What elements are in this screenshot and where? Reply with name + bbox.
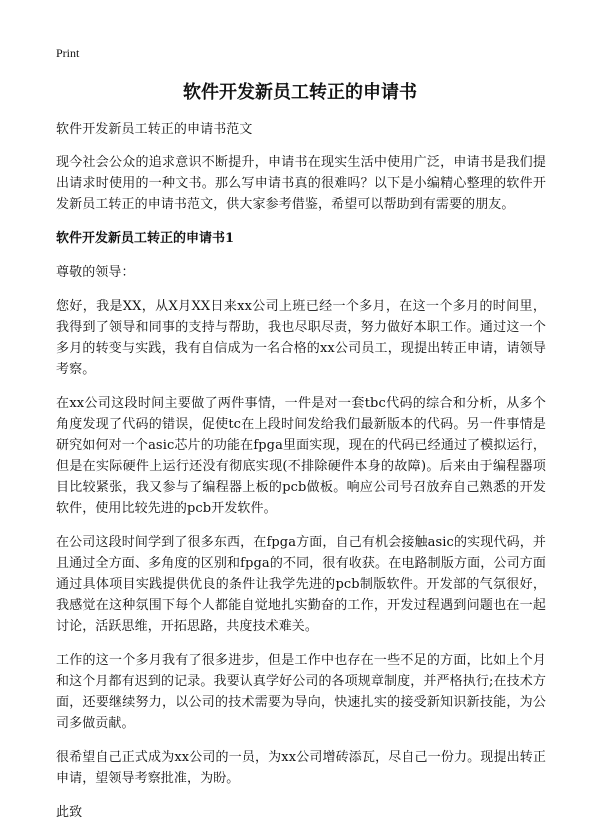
body-paragraph-5: 很希望自己正式成为xx公司的一员，为xx公司增砖添瓦，尽自己一份力。现提出转正申请，望领导考察批准，为盼。	[56, 750, 546, 786]
section-heading: 软件开发新员工转正的申请书1	[56, 231, 235, 246]
body-paragraph-3: 在公司这段时间学到了很多东西，在fpga方面，自己有机会接触asic的实现代码，并且通过全方面、多角度的区别和fpga的不同，很有收获。在电路制版方面，公司方面通过具体项目实践提供优良的条件让我学先进的pcb制版软件。开发部的气氛很好，我感觉在这种氛围下每个人都能自觉地扎实勤奋的工作，开发过程遇到问题也在一起讨论，活跃思维，开拓思路，共度技术难关。	[56, 535, 546, 634]
body-paragraph-2: 在xx公司这段时间主要做了两件事情，一件是对一套tbc代码的综合和分析，从多个角度发现了代码的错误，促使tc在上段时间发给我们最新版本的代码。另一件事情是研究如何对一个asic芯片的功能在fpga里面实现，现在的代码已经通过了模拟运行，但是在实际硬件上运行还没有彻底实现(不排除硬件本身的故障)。后来由于编程器项目比较紧张，我又参与了编程器上板的pcb做板。响应公司号召放弃自己熟悉的开发软件，使用比较先进的pcb开发软件。	[56, 396, 546, 516]
print-link[interactable]: Print	[56, 46, 80, 60]
body-paragraph-4: 工作的这一个多月我有了很多进步，但是工作中也存在一些不足的方面，比如上个月和这个月都有迟到的记录。我要认真学好公司的各项规章制度，并严格执行;在技术方面，还要继续努力，以公司的技术需要为导向，快速扎实的接受新知识新技能，为公司多做贡献。	[56, 653, 546, 731]
document-body	[56, 119, 546, 836]
document-subtitle: 软件开发新员工转正的申请书范文	[56, 122, 253, 137]
document-title: 软件开发新员工转正的申请书	[183, 82, 417, 103]
salutation: 尊敬的领导：	[56, 265, 135, 280]
closing-line: 此致	[56, 805, 83, 820]
intro-paragraph: 现今社会公众的追求意识不断提升，申请书在现实生活中使用广泛，申请书是我们提出请求时使用的一种文书。那么写申请书真的很难吗？以下是小编精心整理的软件开发新员工转正的申请书范文，供大家参考借鉴，希望可以帮助到有需要的朋友。	[56, 155, 546, 212]
body-paragraph-1: 您好，我是XX，从X月XX日来xx公司上班已经一个多月，在这一个多月的时间里，我得到了领导和同事的支持与帮助，我也尽职尽责，努力做好本职工作。通过这一个多月的转变与实践，我有自信成为一名合格的xx公司员工，现提出转正申请，请领导考察。	[56, 299, 546, 377]
